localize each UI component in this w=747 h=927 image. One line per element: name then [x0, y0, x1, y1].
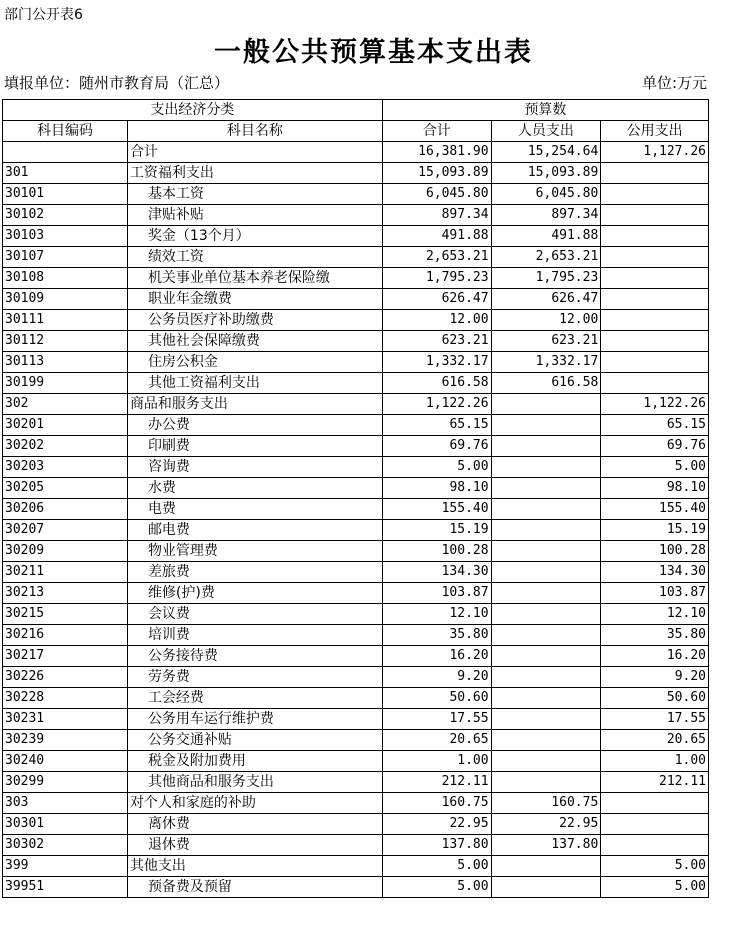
cell-name: 公务用车运行维护费 [127, 709, 382, 730]
cell-code: 30108 [3, 268, 128, 289]
cell-staff: 15,254.64 [491, 142, 601, 163]
table-row [3, 688, 709, 709]
table-row [3, 541, 709, 562]
table-row [3, 310, 709, 331]
cell-name: 对个人和家庭的补助 [127, 793, 382, 814]
cell-staff [491, 688, 601, 709]
cell-total: 6,045.80 [382, 184, 491, 205]
currency-unit: 单位:万元 [641, 74, 707, 92]
cell-staff: 160.75 [491, 793, 601, 814]
cell-name: 奖金（13个月） [127, 226, 382, 247]
cell-staff: 6,045.80 [491, 184, 601, 205]
cell-total: 137.80 [382, 835, 491, 856]
cell-public [601, 814, 709, 835]
cell-code: 30299 [3, 772, 128, 793]
table-row [3, 814, 709, 835]
cell-total: 1,795.23 [382, 268, 491, 289]
cell-code: 30215 [3, 604, 128, 625]
table-row [3, 646, 709, 667]
cell-code: 30226 [3, 667, 128, 688]
table-row [3, 415, 709, 436]
cell-code: 30113 [3, 352, 128, 373]
table-row [3, 142, 709, 163]
cell-name: 工资福利支出 [127, 163, 382, 184]
cell-code: 30199 [3, 373, 128, 394]
cell-total: 20.65 [382, 730, 491, 751]
reporting-unit: 填报单位：随州市教育局（汇总） [4, 74, 230, 92]
cell-public [601, 184, 709, 205]
cell-public [601, 289, 709, 310]
cell-staff: 623.21 [491, 331, 601, 352]
cell-public [601, 310, 709, 331]
header-public: 公用支出 [601, 121, 709, 142]
cell-staff [491, 394, 601, 415]
cell-name: 印刷费 [127, 436, 382, 457]
cell-staff: 616.58 [491, 373, 601, 394]
cell-name: 绩效工资 [127, 247, 382, 268]
table-row [3, 583, 709, 604]
cell-total: 626.47 [382, 289, 491, 310]
cell-public: 35.80 [601, 625, 709, 646]
cell-staff [491, 772, 601, 793]
table-row [3, 835, 709, 856]
cell-public [601, 247, 709, 268]
document-code: 部门公开表6 [4, 7, 83, 23]
cell-code: 30211 [3, 562, 128, 583]
cell-public: 1.00 [601, 751, 709, 772]
cell-staff [491, 478, 601, 499]
header-classification: 支出经济分类 [3, 100, 383, 121]
header-code: 科目编码 [3, 121, 128, 142]
cell-staff [491, 499, 601, 520]
cell-name: 会议费 [127, 604, 382, 625]
cell-total: 17.55 [382, 709, 491, 730]
cell-code: 30205 [3, 478, 128, 499]
cell-public: 103.87 [601, 583, 709, 604]
cell-name: 培训费 [127, 625, 382, 646]
table-row [3, 394, 709, 415]
table-row [3, 268, 709, 289]
cell-public: 1,127.26 [601, 142, 709, 163]
table-row [3, 730, 709, 751]
cell-staff: 22.95 [491, 814, 601, 835]
cell-total: 65.15 [382, 415, 491, 436]
cell-code: 30101 [3, 184, 128, 205]
cell-code: 30301 [3, 814, 128, 835]
cell-name: 住房公积金 [127, 352, 382, 373]
cell-code: 30216 [3, 625, 128, 646]
cell-code: 30201 [3, 415, 128, 436]
cell-name: 其他商品和服务支出 [127, 772, 382, 793]
header-name: 科目名称 [127, 121, 382, 142]
cell-name: 公务交通补贴 [127, 730, 382, 751]
cell-name: 差旅费 [127, 562, 382, 583]
cell-public [601, 373, 709, 394]
cell-public: 17.55 [601, 709, 709, 730]
cell-total: 155.40 [382, 499, 491, 520]
budget-table [2, 99, 709, 898]
cell-staff [491, 457, 601, 478]
cell-total: 616.58 [382, 373, 491, 394]
cell-code: 30111 [3, 310, 128, 331]
cell-public: 15.19 [601, 520, 709, 541]
table-row [3, 751, 709, 772]
cell-code: 302 [3, 394, 128, 415]
cell-staff [491, 562, 601, 583]
cell-staff [491, 877, 601, 898]
table-row [3, 499, 709, 520]
cell-code: 301 [3, 163, 128, 184]
cell-name: 工会经费 [127, 688, 382, 709]
cell-public: 12.10 [601, 604, 709, 625]
cell-total: 2,653.21 [382, 247, 491, 268]
budget-table-body [3, 142, 709, 898]
cell-total: 160.75 [382, 793, 491, 814]
cell-code: 30203 [3, 457, 128, 478]
cell-name: 职业年金缴费 [127, 289, 382, 310]
cell-public: 134.30 [601, 562, 709, 583]
cell-name: 公务接待费 [127, 646, 382, 667]
cell-public [601, 163, 709, 184]
table-row [3, 772, 709, 793]
cell-staff: 12.00 [491, 310, 601, 331]
cell-public [601, 205, 709, 226]
header-budget: 预算数 [382, 100, 708, 121]
cell-public [601, 226, 709, 247]
cell-staff: 2,653.21 [491, 247, 601, 268]
table-row [3, 478, 709, 499]
cell-public: 20.65 [601, 730, 709, 751]
table-row [3, 667, 709, 688]
cell-code [3, 142, 128, 163]
cell-staff [491, 625, 601, 646]
cell-total: 16,381.90 [382, 142, 491, 163]
cell-name: 离休费 [127, 814, 382, 835]
cell-public: 65.15 [601, 415, 709, 436]
table-row [3, 709, 709, 730]
cell-code: 30206 [3, 499, 128, 520]
cell-total: 12.00 [382, 310, 491, 331]
cell-total: 69.76 [382, 436, 491, 457]
cell-code: 30112 [3, 331, 128, 352]
table-row [3, 331, 709, 352]
cell-total: 50.60 [382, 688, 491, 709]
table-row [3, 562, 709, 583]
cell-code: 30302 [3, 835, 128, 856]
cell-code: 30107 [3, 247, 128, 268]
cell-code: 39951 [3, 877, 128, 898]
cell-public [601, 268, 709, 289]
cell-staff [491, 646, 601, 667]
cell-public: 5.00 [601, 856, 709, 877]
table-row [3, 520, 709, 541]
cell-name: 退休费 [127, 835, 382, 856]
cell-name: 咨询费 [127, 457, 382, 478]
table-row [3, 352, 709, 373]
table-row [3, 247, 709, 268]
cell-staff [491, 709, 601, 730]
cell-public [601, 835, 709, 856]
cell-total: 5.00 [382, 877, 491, 898]
cell-name: 基本工资 [127, 184, 382, 205]
table-row [3, 604, 709, 625]
cell-public [601, 793, 709, 814]
cell-public: 5.00 [601, 457, 709, 478]
cell-staff: 137.80 [491, 835, 601, 856]
cell-total: 212.11 [382, 772, 491, 793]
cell-total: 103.87 [382, 583, 491, 604]
cell-code: 30202 [3, 436, 128, 457]
cell-name: 电费 [127, 499, 382, 520]
cell-name: 其他社会保障缴费 [127, 331, 382, 352]
cell-public: 100.28 [601, 541, 709, 562]
cell-total: 491.88 [382, 226, 491, 247]
cell-name: 其他工资福利支出 [127, 373, 382, 394]
cell-staff [491, 730, 601, 751]
cell-total: 9.20 [382, 667, 491, 688]
cell-total: 5.00 [382, 856, 491, 877]
cell-total: 98.10 [382, 478, 491, 499]
cell-staff [491, 436, 601, 457]
cell-staff: 1,795.23 [491, 268, 601, 289]
cell-total: 15.19 [382, 520, 491, 541]
cell-name: 其他支出 [127, 856, 382, 877]
cell-name: 公务员医疗补助缴费 [127, 310, 382, 331]
cell-name: 预备费及预留 [127, 877, 382, 898]
cell-public: 212.11 [601, 772, 709, 793]
cell-total: 16.20 [382, 646, 491, 667]
cell-staff [491, 604, 601, 625]
cell-name: 邮电费 [127, 520, 382, 541]
cell-name: 津贴补贴 [127, 205, 382, 226]
table-row [3, 373, 709, 394]
cell-total: 623.21 [382, 331, 491, 352]
cell-total: 22.95 [382, 814, 491, 835]
cell-public: 69.76 [601, 436, 709, 457]
table-row [3, 457, 709, 478]
cell-public [601, 352, 709, 373]
table-row [3, 226, 709, 247]
header-total: 合计 [382, 121, 491, 142]
table-row [3, 877, 709, 898]
cell-code: 30217 [3, 646, 128, 667]
cell-code: 30240 [3, 751, 128, 772]
cell-staff [491, 415, 601, 436]
cell-name: 维修(护)费 [127, 583, 382, 604]
cell-total: 1,122.26 [382, 394, 491, 415]
cell-public: 16.20 [601, 646, 709, 667]
cell-code: 30228 [3, 688, 128, 709]
cell-code: 30209 [3, 541, 128, 562]
cell-name: 水费 [127, 478, 382, 499]
table-row [3, 205, 709, 226]
cell-staff [491, 583, 601, 604]
cell-name: 合计 [127, 142, 382, 163]
table-row [3, 793, 709, 814]
cell-total: 15,093.89 [382, 163, 491, 184]
cell-name: 机关事业单位基本养老保险缴 [127, 268, 382, 289]
cell-code: 399 [3, 856, 128, 877]
cell-staff: 626.47 [491, 289, 601, 310]
table-row [3, 163, 709, 184]
cell-total: 1.00 [382, 751, 491, 772]
cell-public: 155.40 [601, 499, 709, 520]
cell-code: 30239 [3, 730, 128, 751]
cell-total: 897.34 [382, 205, 491, 226]
cell-staff: 491.88 [491, 226, 601, 247]
cell-staff [491, 667, 601, 688]
cell-name: 物业管理费 [127, 541, 382, 562]
cell-name: 商品和服务支出 [127, 394, 382, 415]
table-row [3, 184, 709, 205]
cell-total: 1,332.17 [382, 352, 491, 373]
cell-staff [491, 520, 601, 541]
cell-staff: 1,332.17 [491, 352, 601, 373]
table-row [3, 625, 709, 646]
cell-staff: 15,093.89 [491, 163, 601, 184]
cell-public: 9.20 [601, 667, 709, 688]
cell-code: 30102 [3, 205, 128, 226]
cell-name: 劳务费 [127, 667, 382, 688]
header-staff: 人员支出 [491, 121, 601, 142]
table-row [3, 436, 709, 457]
page-title: 一般公共预算基本支出表 [214, 37, 533, 68]
table-row [3, 289, 709, 310]
cell-code: 30103 [3, 226, 128, 247]
cell-name: 税金及附加费用 [127, 751, 382, 772]
cell-total: 100.28 [382, 541, 491, 562]
cell-staff [491, 856, 601, 877]
cell-name: 办公费 [127, 415, 382, 436]
column-header-row [3, 121, 709, 142]
cell-total: 12.10 [382, 604, 491, 625]
cell-public: 50.60 [601, 688, 709, 709]
cell-code: 30109 [3, 289, 128, 310]
cell-code: 30207 [3, 520, 128, 541]
cell-total: 35.80 [382, 625, 491, 646]
cell-public: 98.10 [601, 478, 709, 499]
table-row [3, 856, 709, 877]
group-header-row [3, 100, 709, 121]
cell-code: 30213 [3, 583, 128, 604]
cell-public [601, 331, 709, 352]
cell-staff [491, 751, 601, 772]
cell-staff: 897.34 [491, 205, 601, 226]
cell-total: 5.00 [382, 457, 491, 478]
cell-total: 134.30 [382, 562, 491, 583]
cell-public: 5.00 [601, 877, 709, 898]
cell-code: 303 [3, 793, 128, 814]
cell-code: 30231 [3, 709, 128, 730]
cell-public: 1,122.26 [601, 394, 709, 415]
cell-staff [491, 541, 601, 562]
